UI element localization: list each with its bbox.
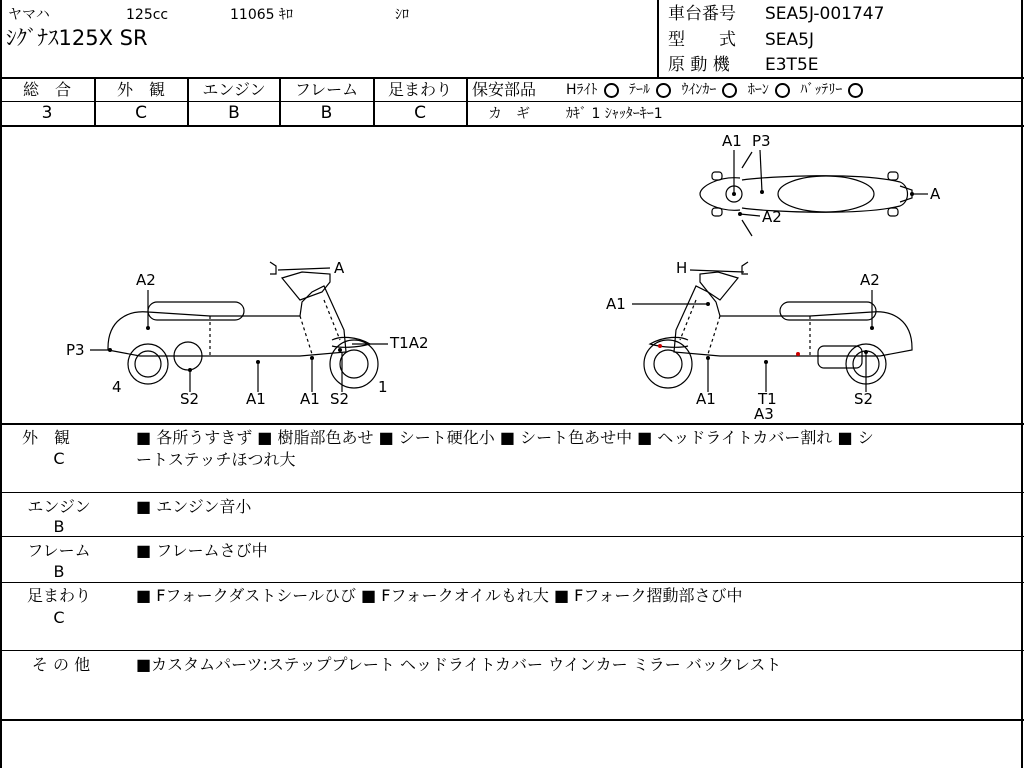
diagram-label: H <box>676 259 688 277</box>
diagram-label: P3 <box>66 341 85 359</box>
model-name: ｼｸﾞﾅｽ125X SR <box>6 26 148 50</box>
diagram-label: 4 <box>112 378 122 396</box>
note-frame-text: ■ フレームさび中 <box>136 541 268 560</box>
diagram-label: 1 <box>378 378 388 396</box>
note-exterior-label: 外 観 <box>21 428 70 447</box>
diagram-label: A1 <box>722 132 742 150</box>
diagram-label: A3 <box>754 405 774 423</box>
safety-tail: ﾃｰﾙ <box>628 82 650 98</box>
safety-horn: ﾎｰﾝ <box>747 82 769 98</box>
note-exterior-text-1: ■ 各所うすきず ■ 樹脂部色あせ ■ シート硬化小 ■ シート色あせ中 ■ ヘッドライトカバー割れ ■ シ <box>136 428 874 447</box>
safety-battery: ﾊﾞｯﾃﾘｰ <box>800 82 843 98</box>
grade-frame-label: フレーム <box>294 80 359 99</box>
diagram-label: P3 <box>752 132 771 150</box>
grade-exterior-value: C <box>135 103 147 123</box>
diagram-label: T1 <box>758 390 777 408</box>
note-suspension-text: ■ Fフォークダストシールひび ■ Fフォークオイルもれ大 ■ Fフォーク摺動部さび中 <box>136 586 743 605</box>
frame-no: SEA5J-001747 <box>765 4 885 24</box>
grade-exterior-label: 外 観 <box>116 80 165 99</box>
grade-suspension-value: C <box>414 103 426 123</box>
type-label: 型 式 <box>668 30 736 50</box>
safety-title: 保安部品 <box>472 80 537 99</box>
diagram-label: A2 <box>136 271 156 289</box>
maker: ヤマハ <box>8 7 50 23</box>
diagram-label: T1A2 <box>390 334 429 352</box>
diagram-label: A2 <box>762 208 782 226</box>
grade-suspension-label: 足まわり <box>387 80 452 99</box>
grade-engine-value: B <box>228 103 240 123</box>
note-suspension-grade: C <box>53 608 65 627</box>
key-label: カ ギ <box>488 106 530 122</box>
color: ｼﾛ <box>395 7 409 23</box>
note-other-text: ■カスタムパーツ:ステッププレート ヘッドライトカバー ウインカー ミラー バックレスト <box>136 655 782 674</box>
diagram-label: A2 <box>860 271 880 289</box>
diagram-label: S2 <box>854 390 874 408</box>
note-exterior-grade: C <box>53 449 65 468</box>
diagram-label: A1 <box>696 390 716 408</box>
engine-label: 原 動 機 <box>668 55 730 75</box>
note-engine-grade: B <box>53 517 65 536</box>
diagram-label: A1 <box>246 390 266 408</box>
note-frame-label: フレーム <box>27 541 91 560</box>
safety-headlight: Hﾗｲﾄ <box>566 82 598 98</box>
diagram-label: A1 <box>300 390 320 408</box>
displacement: 125cc <box>126 7 169 23</box>
mileage: 11065 ｷﾛ <box>230 7 293 23</box>
grade-engine-label: エンジン <box>202 80 266 99</box>
top-view-scooter-icon <box>700 152 912 236</box>
diagram-label: A1 <box>606 295 626 313</box>
damage-points <box>108 190 914 372</box>
grade-frame-value: B <box>320 103 333 123</box>
note-frame-grade: B <box>53 562 65 581</box>
safety-winker: ｳｲﾝｶｰ <box>681 82 717 98</box>
grade-overall-value: 3 <box>41 103 53 123</box>
frame-no-label: 車台番号 <box>668 4 736 24</box>
grade-overall-label: 総 合 <box>22 80 71 99</box>
note-other-label: そ の 他 <box>31 655 91 674</box>
engine-value: E3T5E <box>765 55 819 75</box>
note-engine-label: エンジン <box>27 497 91 516</box>
diagram-label: S2 <box>180 390 200 408</box>
diagram-label: A <box>334 259 345 277</box>
type-value: SEA5J <box>765 30 814 50</box>
note-suspension-label: 足まわり <box>26 586 91 605</box>
diagram-label: A <box>930 185 941 203</box>
diagram-label: S2 <box>330 390 350 408</box>
note-exterior-text-2: ートステッチほつれ大 <box>136 450 296 469</box>
key-value: ｶｷﾞ 1 ｼｬｯﾀｰｷｰ1 <box>566 106 663 122</box>
note-engine-text: ■ エンジン音小 <box>136 497 252 516</box>
